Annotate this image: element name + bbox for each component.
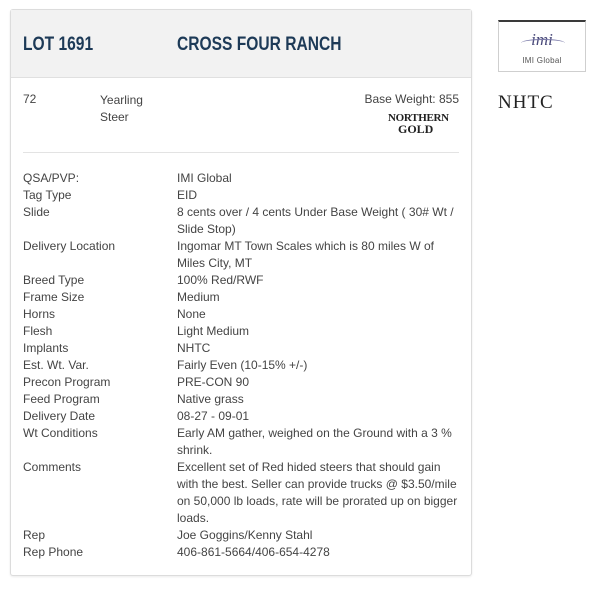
detail-value: IMI Global — [177, 171, 232, 185]
detail-label: Delivery Location — [23, 239, 116, 253]
detail-row — [23, 306, 463, 323]
detail-label: Flesh — [23, 324, 53, 338]
detail-row — [23, 459, 463, 527]
detail-row — [23, 425, 463, 459]
detail-row — [23, 238, 463, 272]
detail-value: Early AM gather, weighed on the Ground with a 3 % shrink. — [177, 426, 452, 457]
imi-global-logo — [498, 20, 586, 72]
detail-value: EID — [177, 188, 198, 202]
nhtc-logo: NHTC — [498, 92, 554, 113]
detail-value: 406-861-5664/406-654-4278 — [177, 545, 330, 559]
imi-logo-mark: imi — [531, 30, 553, 49]
imi-logo-text: IMI Global — [522, 56, 562, 65]
detail-label: QSA/PVP: — [23, 171, 80, 185]
northern-gold-logo-line2: GOLD — [398, 122, 434, 136]
detail-row — [23, 340, 463, 357]
detail-value: Light Medium — [177, 324, 250, 338]
detail-value: Joe Goggins/Kenny Stahl — [177, 528, 313, 542]
detail-value: None — [177, 307, 206, 321]
detail-value: Fairly Even (10-15% +/-) — [177, 358, 308, 372]
imi-swoosh-icon — [521, 39, 565, 47]
detail-label: Slide — [23, 205, 50, 219]
detail-row — [23, 374, 463, 391]
detail-label: Rep Phone — [23, 545, 84, 559]
head-count: 72 — [23, 92, 37, 106]
northern-gold-logo — [388, 113, 458, 139]
base-weight: Base Weight: 855 — [364, 92, 459, 106]
detail-row — [23, 204, 463, 238]
detail-value: 8 cents over / 4 cents Under Base Weight ( 30# Wt / Slide Stop) — [177, 205, 454, 236]
detail-row — [23, 357, 463, 374]
detail-label: Wt Conditions — [23, 426, 98, 440]
detail-row — [23, 289, 463, 306]
detail-value: 100% Red/RWF — [177, 273, 264, 287]
detail-label: Frame Size — [23, 290, 85, 304]
detail-label: Precon Program — [23, 375, 111, 389]
lot-number: LOT 1691 — [23, 34, 94, 55]
detail-row — [23, 187, 463, 204]
detail-row — [23, 391, 463, 408]
detail-label: Horns — [23, 307, 56, 321]
detail-value: Excellent set of Red hided steers that should gain with the best. Seller can provide trucks @ $3.50/mile on 50,000 lb loads, rate will be prorated up on bigger loads. — [177, 460, 458, 525]
detail-label: Feed Program — [23, 392, 100, 406]
lot-summary — [11, 78, 471, 152]
detail-label: Tag Type — [23, 188, 72, 202]
detail-row — [23, 170, 463, 187]
detail-value: Ingomar MT Town Scales which is 80 miles W of Miles City, MT — [177, 239, 434, 270]
detail-value: Native grass — [177, 392, 244, 406]
detail-row — [23, 272, 463, 289]
cattle-type-line1: Yearling — [100, 93, 143, 107]
detail-label: Delivery Date — [23, 409, 96, 423]
detail-label: Implants — [23, 341, 69, 355]
detail-label: Rep — [23, 528, 46, 542]
cattle-type — [100, 92, 143, 126]
detail-row — [23, 323, 463, 340]
detail-label: Est. Wt. Var. — [23, 358, 89, 372]
detail-label: Breed Type — [23, 273, 85, 287]
section-divider — [23, 152, 459, 153]
detail-value: Medium — [177, 290, 220, 304]
detail-value: PRE-CON 90 — [177, 375, 250, 389]
lot-details — [23, 170, 463, 561]
lot-card — [10, 9, 472, 576]
detail-row — [23, 527, 463, 544]
cattle-type-line2: Steer — [100, 110, 129, 124]
ranch-name: CROSS FOUR RANCH — [177, 34, 342, 55]
detail-row — [23, 544, 463, 561]
detail-label: Comments — [23, 460, 82, 474]
detail-value: 08-27 - 09-01 — [177, 409, 250, 423]
detail-value: NHTC — [177, 341, 211, 355]
northern-gold-logo-line1: NORTHERN — [388, 112, 449, 124]
lot-header — [11, 10, 471, 78]
detail-row — [23, 408, 463, 425]
